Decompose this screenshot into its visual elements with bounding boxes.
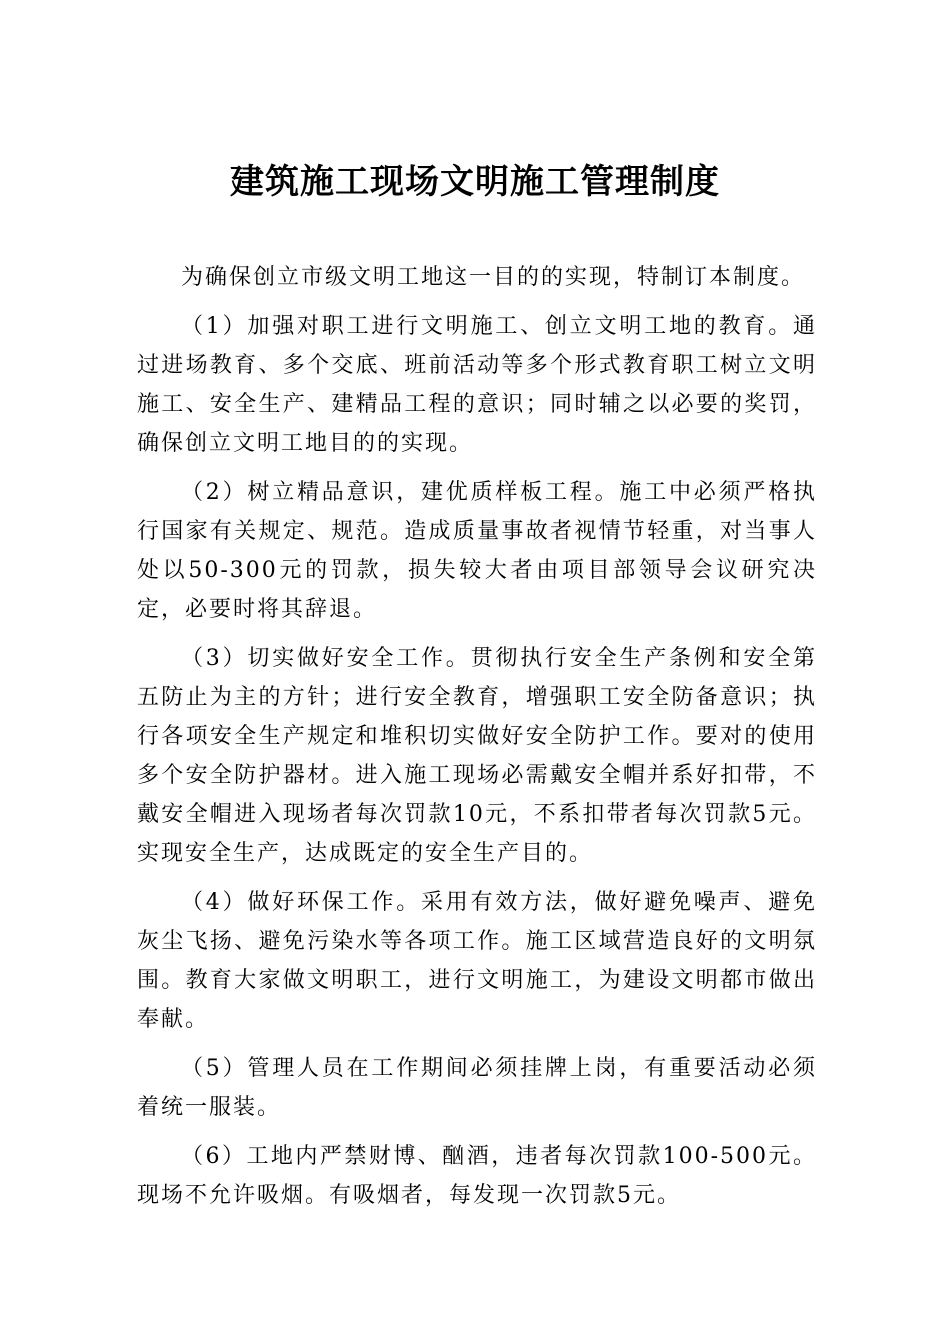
clause-2-paragraph: （2）树立精品意识，建优质样板工程。施工中必须严格执行国家有关规定、规范。造成质量事故者视情节轻重，对当事人处以50-300元的罚款，损失较大者由项目部领导会议研究决定，必要时将其辞退。 (137, 480, 817, 622)
clause-1-paragraph: （1）加强对职工进行文明施工、创立文明工地的教育。通过进场教育、多个交底、班前活动等多个形式教育职工树立文明施工、安全生产、建精品工程的意识；同时辅之以必要的奖罚，确保创立文明工地目的的实现。 (137, 314, 817, 456)
document-title: 建筑施工现场文明施工管理制度 (230, 162, 720, 202)
clause-5-paragraph: （5）管理人员在工作期间必须挂牌上岗，有重要活动必须着统一服装。 (137, 1056, 817, 1120)
clause-4-paragraph: （4）做好环保工作。采用有效方法，做好避免噪声、避免灰尘飞扬、避免污染水等各项工作。施工区域营造良好的文明氛围。教育大家做文明职工，进行文明施工，为建设文明都市做出奉献。 (137, 890, 817, 1032)
intro-paragraph: 为确保创立市级文明工地这一目的的实现，特制订本制度。 (181, 265, 806, 290)
clause-3-paragraph: （3）切实做好安全工作。贯彻执行安全生产条例和安全第五防止为主的方针；进行安全教育，增强职工安全防备意识；执行各项安全生产规定和堆积切实做好安全防护工作。要对的使用多个安全防护器材。进入施工现场必需戴安全帽并系好扣带，不戴安全帽进入现场者每次罚款10元，不系扣带者每次罚款5元。实现安全生产，达成既定的安全生产目的。 (137, 646, 817, 866)
document-body (137, 258, 817, 1225)
clause-6-paragraph: （6）工地内严禁财博、酗酒，违者每次罚款100-500元。现场不允许吸烟。有吸烟者，每发现一次罚款5元。 (137, 1144, 817, 1208)
